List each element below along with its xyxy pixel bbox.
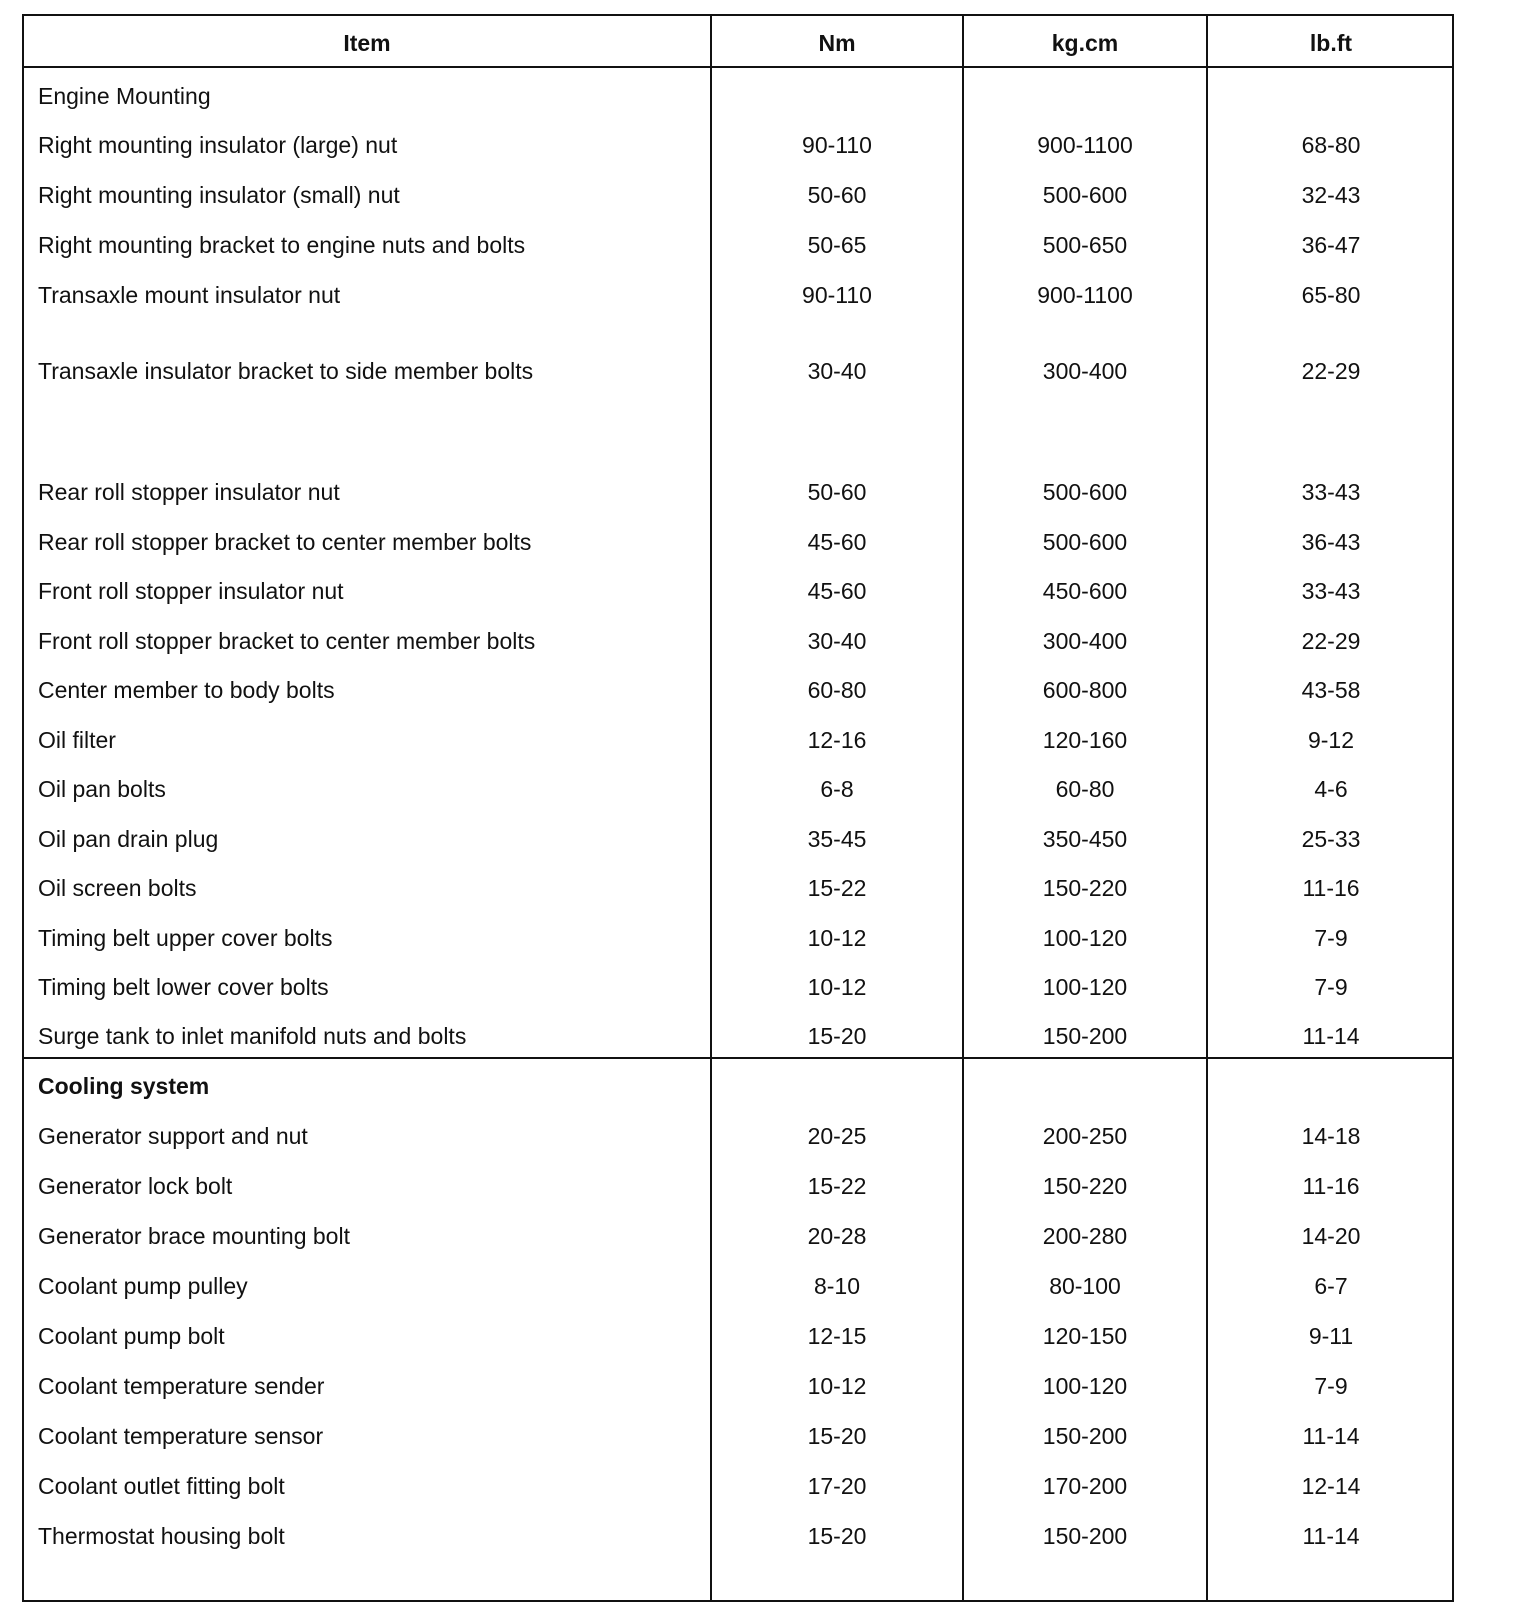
table-header bbox=[24, 16, 1452, 68]
item-cell: Surge tank to inlet manifold nuts and bolts bbox=[38, 1023, 467, 1049]
nm-cell: 8-10 bbox=[813, 1273, 861, 1299]
section-title-row bbox=[24, 1066, 1452, 1106]
table-row bbox=[24, 1266, 1452, 1306]
nm-cell: 15-20 bbox=[807, 1423, 867, 1449]
lbft-cell: 68-80 bbox=[1301, 132, 1361, 158]
table-row bbox=[24, 720, 1452, 760]
kgcm-cell: 200-280 bbox=[1042, 1223, 1128, 1249]
section-title: Engine Mounting bbox=[38, 83, 211, 109]
nm-cell: 20-25 bbox=[807, 1123, 867, 1149]
torque-spec-table bbox=[22, 14, 1454, 1602]
nm-cell: 45-60 bbox=[807, 529, 867, 555]
table-row bbox=[24, 1366, 1452, 1406]
nm-cell: 12-15 bbox=[807, 1323, 867, 1349]
table-row bbox=[24, 472, 1452, 512]
lbft-cell: 9-12 bbox=[1307, 727, 1355, 753]
lbft-cell: 11-14 bbox=[1302, 1523, 1360, 1549]
lbft-cell: 7-9 bbox=[1314, 974, 1348, 1000]
lbft-cell: 11-14 bbox=[1302, 1423, 1360, 1449]
kgcm-cell: 60-80 bbox=[1055, 776, 1115, 802]
table-row bbox=[24, 175, 1452, 215]
nm-cell: 10-12 bbox=[807, 974, 867, 1000]
table-row bbox=[24, 819, 1452, 859]
item-cell: Timing belt upper cover bolts bbox=[38, 925, 333, 951]
lbft-cell: 14-20 bbox=[1301, 1223, 1361, 1249]
item-cell: Right mounting insulator (large) nut bbox=[38, 132, 398, 158]
item-cell: Rear roll stopper insulator nut bbox=[38, 479, 340, 505]
lbft-cell: 11-14 bbox=[1302, 1023, 1360, 1049]
kgcm-cell: 170-200 bbox=[1042, 1473, 1128, 1499]
table-row bbox=[24, 225, 1452, 265]
table-row bbox=[24, 1216, 1452, 1256]
table-row bbox=[24, 1466, 1452, 1506]
kgcm-cell: 150-200 bbox=[1042, 1023, 1128, 1049]
kgcm-cell: 500-650 bbox=[1042, 232, 1128, 258]
table-row bbox=[24, 1416, 1452, 1456]
header-kgcm: kg.cm bbox=[1051, 30, 1119, 56]
section-title: Cooling system bbox=[38, 1073, 210, 1099]
item-cell: Right mounting bracket to engine nuts and bolts bbox=[38, 232, 526, 258]
nm-cell: 45-60 bbox=[807, 578, 867, 604]
nm-cell: 15-22 bbox=[807, 1173, 867, 1199]
kgcm-cell: 80-100 bbox=[1049, 1273, 1121, 1299]
nm-cell: 60-80 bbox=[807, 677, 867, 703]
nm-cell: 15-20 bbox=[807, 1023, 867, 1049]
nm-cell: 90-110 bbox=[802, 132, 872, 158]
lbft-cell: 43-58 bbox=[1301, 677, 1361, 703]
item-cell: Oil filter bbox=[38, 727, 116, 753]
nm-cell: 6-8 bbox=[820, 776, 854, 802]
table-row bbox=[24, 351, 1452, 391]
item-cell: Timing belt lower cover bolts bbox=[38, 974, 329, 1000]
kgcm-cell: 500-600 bbox=[1042, 529, 1128, 555]
table-row bbox=[24, 1116, 1452, 1156]
nm-cell: 35-45 bbox=[807, 826, 867, 852]
table-row bbox=[24, 1166, 1452, 1206]
nm-cell: 50-65 bbox=[807, 232, 867, 258]
lbft-cell: 33-43 bbox=[1301, 578, 1361, 604]
nm-cell: 15-20 bbox=[807, 1523, 867, 1549]
lbft-cell: 36-47 bbox=[1301, 232, 1361, 258]
item-cell: Generator brace mounting bolt bbox=[38, 1223, 350, 1249]
kgcm-cell: 200-250 bbox=[1042, 1123, 1128, 1149]
nm-cell: 17-20 bbox=[807, 1473, 867, 1499]
header-item: Item bbox=[343, 30, 391, 56]
table-row bbox=[24, 868, 1452, 908]
kgcm-cell: 300-400 bbox=[1042, 628, 1128, 654]
table-row bbox=[24, 522, 1452, 562]
item-cell: Oil pan drain plug bbox=[38, 826, 219, 852]
lbft-cell: 36-43 bbox=[1301, 529, 1361, 555]
item-cell: Generator lock bolt bbox=[38, 1173, 233, 1199]
nm-cell: 15-22 bbox=[807, 875, 867, 901]
lbft-cell: 11-16 bbox=[1302, 1173, 1360, 1199]
kgcm-cell: 500-600 bbox=[1042, 479, 1128, 505]
lbft-cell: 14-18 bbox=[1301, 1123, 1361, 1149]
nm-cell: 10-12 bbox=[807, 1373, 867, 1399]
lbft-cell: 9-11 bbox=[1308, 1323, 1354, 1349]
item-cell: Coolant outlet fitting bolt bbox=[38, 1473, 285, 1499]
lbft-cell: 7-9 bbox=[1314, 925, 1348, 951]
lbft-cell: 6-7 bbox=[1314, 1273, 1348, 1299]
table-row bbox=[24, 125, 1452, 165]
item-cell: Oil pan bolts bbox=[38, 776, 166, 802]
kgcm-cell: 500-600 bbox=[1042, 182, 1128, 208]
section-title-row bbox=[24, 76, 1452, 116]
kgcm-cell: 120-160 bbox=[1042, 727, 1128, 753]
nm-cell: 10-12 bbox=[807, 925, 867, 951]
lbft-cell: 22-29 bbox=[1301, 358, 1361, 384]
table-row bbox=[24, 275, 1452, 315]
lbft-cell: 65-80 bbox=[1301, 282, 1361, 308]
kgcm-cell: 150-220 bbox=[1042, 1173, 1128, 1199]
table-row bbox=[24, 1016, 1452, 1056]
kgcm-cell: 150-200 bbox=[1042, 1523, 1128, 1549]
lbft-cell: 25-33 bbox=[1301, 826, 1361, 852]
kgcm-cell: 100-120 bbox=[1042, 974, 1128, 1000]
table-row bbox=[24, 621, 1452, 661]
nm-cell: 50-60 bbox=[807, 182, 867, 208]
kgcm-cell: 150-200 bbox=[1042, 1423, 1128, 1449]
nm-cell: 90-110 bbox=[802, 282, 872, 308]
item-cell: Center member to body bolts bbox=[38, 677, 335, 703]
item-cell: Coolant pump pulley bbox=[38, 1273, 248, 1299]
kgcm-cell: 150-220 bbox=[1042, 875, 1128, 901]
item-cell: Front roll stopper bracket to center member bolts bbox=[38, 628, 536, 654]
section-divider bbox=[24, 1057, 1452, 1059]
kgcm-cell: 900-1100 bbox=[1037, 282, 1133, 308]
header-nm: Nm bbox=[818, 30, 856, 56]
item-cell: Front roll stopper insulator nut bbox=[38, 578, 344, 604]
table-row bbox=[24, 918, 1452, 958]
kgcm-cell: 100-120 bbox=[1042, 1373, 1128, 1399]
kgcm-cell: 600-800 bbox=[1042, 677, 1128, 703]
kgcm-cell: 450-600 bbox=[1042, 578, 1128, 604]
item-cell: Rear roll stopper bracket to center member bolts bbox=[38, 529, 532, 555]
table-row bbox=[24, 1316, 1452, 1356]
lbft-cell: 7-9 bbox=[1314, 1373, 1348, 1399]
table-row bbox=[24, 769, 1452, 809]
item-cell: Thermostat housing bolt bbox=[38, 1523, 285, 1549]
table-row bbox=[24, 1516, 1452, 1556]
nm-cell: 12-16 bbox=[807, 727, 867, 753]
kgcm-cell: 900-1100 bbox=[1037, 132, 1133, 158]
item-cell: Coolant temperature sender bbox=[38, 1373, 325, 1399]
kgcm-cell: 120-150 bbox=[1042, 1323, 1128, 1349]
lbft-cell: 4-6 bbox=[1314, 776, 1348, 802]
item-cell: Coolant temperature sensor bbox=[38, 1423, 324, 1449]
lbft-cell: 22-29 bbox=[1301, 628, 1361, 654]
item-cell: Right mounting insulator (small) nut bbox=[38, 182, 400, 208]
lbft-cell: 11-16 bbox=[1302, 875, 1360, 901]
nm-cell: 30-40 bbox=[807, 628, 867, 654]
item-cell: Oil screen bolts bbox=[38, 875, 197, 901]
lbft-cell: 32-43 bbox=[1301, 182, 1361, 208]
nm-cell: 30-40 bbox=[807, 358, 867, 384]
item-cell: Transaxle insulator bracket to side member bolts bbox=[38, 358, 534, 384]
kgcm-cell: 350-450 bbox=[1042, 826, 1128, 852]
table-row bbox=[24, 967, 1452, 1007]
table-row bbox=[24, 571, 1452, 611]
lbft-cell: 33-43 bbox=[1301, 479, 1361, 505]
header-lbft: lb.ft bbox=[1309, 30, 1353, 56]
item-cell: Transaxle mount insulator nut bbox=[38, 282, 341, 308]
lbft-cell: 12-14 bbox=[1301, 1473, 1361, 1499]
table-row bbox=[24, 670, 1452, 710]
nm-cell: 20-28 bbox=[807, 1223, 867, 1249]
item-cell: Generator support and nut bbox=[38, 1123, 308, 1149]
item-cell: Coolant pump bolt bbox=[38, 1323, 225, 1349]
kgcm-cell: 300-400 bbox=[1042, 358, 1128, 384]
nm-cell: 50-60 bbox=[807, 479, 867, 505]
kgcm-cell: 100-120 bbox=[1042, 925, 1128, 951]
